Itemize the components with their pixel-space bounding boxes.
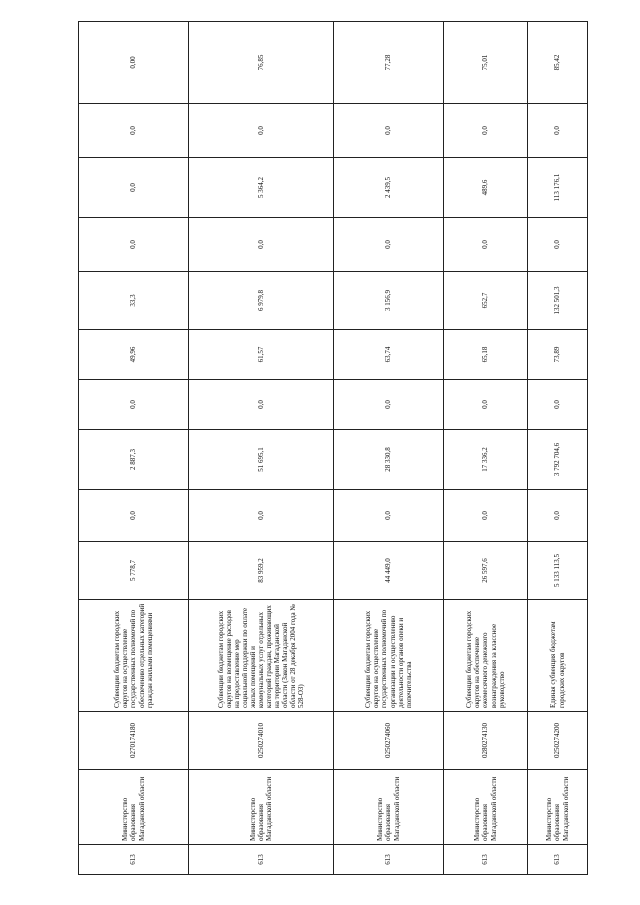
subvention-description: Субвенции бюджетам городских округов на осуществление государственных полномочий по обеспечению отдельных категорий граждан жилыми помещениями (79, 600, 189, 712)
percent-cell: 73,89 (528, 330, 588, 380)
admin-code: 613 (528, 845, 588, 875)
value-cell: 0,0 (528, 380, 588, 430)
value-cell: 28 330,8 (334, 430, 444, 490)
value-cell: 5 778,7 (79, 542, 189, 600)
ministry-name: Министерство образования Магаданской области (79, 770, 189, 845)
subvention-description: Субвенции бюджетам городских округов на возмещение расходов на предоставление мер социальной поддержки по оплате жилых помещений и коммунальных услуг отдельных категорий граждан, проживающих на территории Магаданской области (Закон Магаданской области от 28 декабря 2004 года № 528-ОЗ) (189, 600, 334, 712)
value-cell: 0,0 (444, 490, 528, 542)
admin-code: 613 (79, 845, 189, 875)
subvention-description: Единая субвенция бюджетам городских округов (528, 600, 588, 712)
budget-code: 0250274060 (334, 712, 444, 770)
value-cell: 3 156,9 (334, 272, 444, 330)
table-row (79, 22, 189, 875)
value-cell: 0,0 (444, 104, 528, 158)
value-cell: 83 959,2 (189, 542, 334, 600)
value-cell: 0,0 (79, 158, 189, 218)
value-cell: 113 176,1 (528, 158, 588, 218)
value-cell: 51 695,1 (189, 430, 334, 490)
percent-cell: 75,01 (444, 22, 528, 104)
ministry-name: Министерство образования Магаданской области (189, 770, 334, 845)
value-cell: 0,0 (528, 104, 588, 158)
value-cell: 0,0 (334, 490, 444, 542)
value-cell: 44 449,0 (334, 542, 444, 600)
value-cell: 0,0 (334, 218, 444, 272)
ministry-name: Министерство образования Магаданской области (334, 770, 444, 845)
value-cell: 2 439,5 (334, 158, 444, 218)
subvention-description: Субвенции бюджетам городских округов на обеспечение ежемесячного денежного вознаграждения за классное руководство (444, 600, 528, 712)
value-cell: 0,0 (189, 218, 334, 272)
value-cell: 6 979,8 (189, 272, 334, 330)
admin-code: 613 (334, 845, 444, 875)
rotated-table-container (78, 54, 587, 875)
value-cell: 0,0 (79, 380, 189, 430)
percent-cell: 49,96 (79, 330, 189, 380)
value-cell: 33,3 (79, 272, 189, 330)
budget-code: 0270174180 (79, 712, 189, 770)
value-cell: 0,0 (334, 380, 444, 430)
ministry-name: Министерство образования Магаданской области (528, 770, 588, 845)
value-cell: 489,6 (444, 158, 528, 218)
percent-cell: 85,42 (528, 22, 588, 104)
value-cell: 0,0 (79, 218, 189, 272)
rotated-table-frame (78, 54, 587, 875)
value-cell: 0,0 (528, 490, 588, 542)
value-cell: 5 133 113,5 (528, 542, 588, 600)
table-row (444, 22, 528, 875)
admin-code: 613 (444, 845, 528, 875)
table-row (528, 22, 588, 875)
admin-code: 613 (189, 845, 334, 875)
value-cell: 26 597,6 (444, 542, 528, 600)
value-cell: 2 887,3 (79, 430, 189, 490)
value-cell: 0,0 (444, 380, 528, 430)
ministry-name: Министерство образования Магаданской области (444, 770, 528, 845)
value-cell: 132 501,3 (528, 272, 588, 330)
value-cell: 0,0 (189, 490, 334, 542)
percent-cell: 61,57 (189, 330, 334, 380)
value-cell: 0,0 (334, 104, 444, 158)
budget-code: 0250274200 (528, 712, 588, 770)
value-cell: 3 792 704,6 (528, 430, 588, 490)
percent-cell: 77,28 (334, 22, 444, 104)
subvention-table (78, 21, 588, 875)
value-cell: 0,0 (444, 218, 528, 272)
subvention-description: Субвенции бюджетам городских округов на осуществление государственных полномочий по организации и осуществлению деятельности органов опеки и попечительства (334, 600, 444, 712)
value-cell: 0,0 (79, 104, 189, 158)
value-cell: 0,0 (189, 104, 334, 158)
table-row (189, 22, 334, 875)
percent-cell: 65,18 (444, 330, 528, 380)
value-cell: 0,0 (528, 218, 588, 272)
value-cell: 0,0 (189, 380, 334, 430)
budget-code: 0280274130 (444, 712, 528, 770)
percent-cell: 0,00 (79, 22, 189, 104)
percent-cell: 63,74 (334, 330, 444, 380)
percent-cell: 76,85 (189, 22, 334, 104)
table-row (334, 22, 444, 875)
value-cell: 5 364,2 (189, 158, 334, 218)
value-cell: 17 336,2 (444, 430, 528, 490)
value-cell: 0,0 (79, 490, 189, 542)
budget-code: 0250274010 (189, 712, 334, 770)
value-cell: 652,7 (444, 272, 528, 330)
